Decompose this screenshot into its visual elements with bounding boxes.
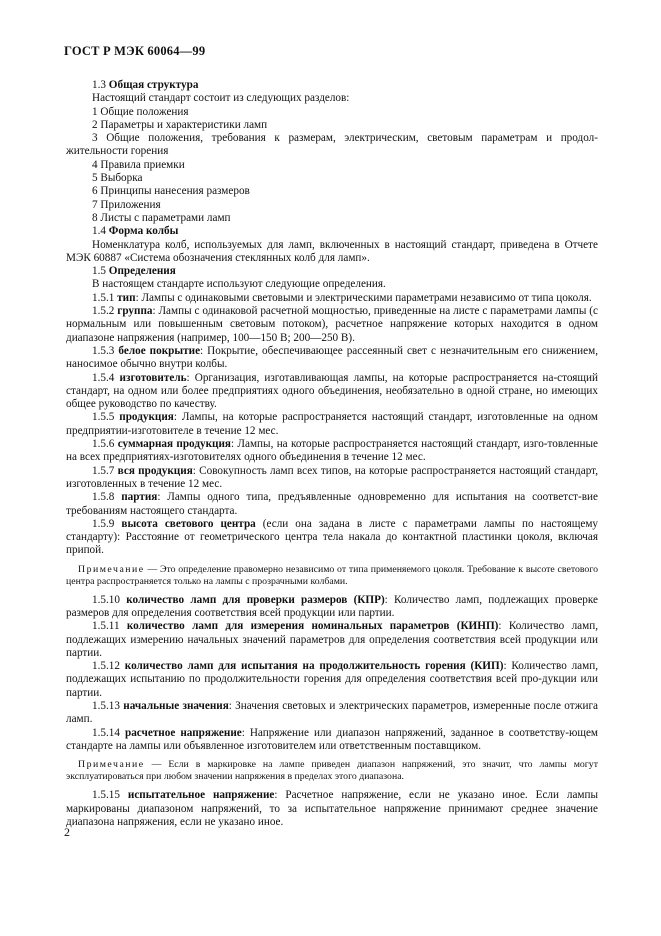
definition-term: количество ламп для испытания на продолжительность горения (КИП): [124, 660, 504, 673]
definition-number: 1.5.2: [92, 305, 115, 318]
definition-term: высота светового центра: [121, 517, 256, 530]
definition-term: изготовитель: [119, 371, 187, 384]
definition-1-5-10: [66, 594, 598, 621]
definition-text: : Расчетное напряжение, если не указано иное. Если лампы маркированы диапазоном напряжений, то за испытательное напряжение принимают среднее значение диапазона напряжения, если не указано иное.: [66, 789, 599, 828]
definition-number: 1.5.3: [92, 344, 115, 357]
definition-number: 1.5.5: [92, 411, 115, 424]
definition-text: : Лампы с одинаковой расчетной мощностью, приведенные на листе с параметрами лампы (с нормальным или повышенным световым потоком), расчетное напряжение которых находится в одном диапазоне напряжения (например, 100—150 В; 200—250 В).: [66, 305, 598, 344]
definition-text: : Напряжение или диапазон напряжений, заданное в соответству-ющем стандарте на лампы или объявленное изготовителем или ответственным поставщиком.: [66, 726, 599, 752]
list-item: 8 Листы с параметрами ламп: [92, 211, 231, 224]
definition-text: : Количество ламп, подлежащих измерению начальных значений параметров для определения соответствия всей продукции или партии.: [66, 620, 598, 659]
list-item: 3 Общие положения, требования к размерам, электрическим, световым параметрам и продол-жительности горения: [66, 132, 598, 158]
definition-1-5-14: [66, 727, 598, 754]
definition-1-5-15: [66, 789, 598, 829]
list-item: 1 Общие положения: [92, 105, 189, 118]
section-1-4-text: Номенклатура колб, используемых для ламп, включенных в настоящий стандарт, приведена в Отчете МЭК 60887 «Система обозначения стеклянных колб для ламп».: [66, 238, 598, 264]
note-2: [66, 759, 598, 783]
definition-number: 1.5.8: [92, 491, 115, 504]
definition-1-5-11: [66, 620, 598, 660]
definition-text: : Лампы одного типа, предъявленные одновременно для испытания на соответст-вие требованиям настоящего стандарта.: [66, 491, 599, 517]
section-number: 1.4: [92, 225, 106, 238]
definition-term: вся продукция: [117, 464, 193, 477]
definition-text: : Количество ламп, подлежащих проверке размеров для определения соответствия всей продукции или партии.: [66, 593, 598, 619]
definition-1-5-2: [66, 305, 598, 345]
definitions-list-2: [66, 593, 599, 754]
definition-text: : Лампы, на которые распространяется настоящий стандарт, изготовленные на одном предприятии-изготовителе в течение 12 мес.: [66, 411, 598, 437]
section-1-5-heading: [92, 265, 598, 278]
definition-term: расчетное напряжение: [124, 726, 242, 739]
document-header: ГОСТ Р МЭК 60064—99: [64, 44, 206, 58]
definition-term: тип: [117, 291, 136, 304]
definition-number: 1.5.9: [92, 517, 115, 530]
definition-text: : Организация, изготавливающая лампы, на которые распространяется на-стоящий стандарт, на одном или более предприятиях одного объединения, необязательно в одной стране, но имеющих общее руководство по качеству.: [66, 371, 598, 411]
note-text: — Это определение правомерно независимо от типа применяемого цоколя. Требование к высоте светового центра распространяется только на лампы с прозрачными колбами.: [66, 563, 598, 587]
definition-number: 1.5.7: [92, 464, 115, 477]
definition-number: 1.5.6: [92, 438, 115, 451]
definition-number: 1.5.14: [92, 726, 120, 739]
definition-1-5-1: [66, 292, 598, 305]
definition-1-5-13: [66, 700, 598, 727]
page-number: 2: [64, 825, 70, 839]
definition-1-5-3: [66, 345, 598, 372]
section-title: Форма колбы: [108, 225, 179, 238]
section-title: Определения: [108, 265, 176, 278]
definition-term: партия: [121, 491, 158, 504]
definition-number: 1.5.15: [92, 789, 120, 802]
definition-term: количество ламп для измерения номинальных параметров (КИНП): [126, 620, 499, 633]
definition-text: : Лампы, на которые распространяется настоящий стандарт, изго-товленные на всех предприятиях-изготовителях одного объединения в течение 12 мес.: [66, 438, 599, 464]
definition-1-5-6: [66, 438, 598, 465]
section-1-5-intro: В настоящем стандарте используют следующие определения.: [92, 278, 386, 291]
definition-1-5-5: [66, 411, 598, 438]
list-item: 4 Правила приемки: [92, 158, 185, 171]
section-number: 1.3: [92, 79, 106, 91]
definition-text: (если она задана в листе с параметрами лампы по настоящему стандарту): Расстояние от геометрического центра тела накала до контактной пластинки цоколя, включая припой.: [66, 517, 599, 557]
section-number: 1.5: [92, 265, 106, 278]
definition-text: : Количество ламп, подлежащих испытанию по продолжительности горения для определения соответствия всей про-дукции или партии.: [66, 660, 599, 699]
definition-term: группа: [117, 305, 153, 318]
definition-text: : Лампы с одинаковыми световыми и электрическими параметрами независимо от типа цоколя.: [135, 291, 592, 304]
list-item: 7 Приложения: [92, 198, 161, 211]
note-label: Примечание: [78, 563, 145, 575]
list-item: 5 Выборка: [92, 172, 143, 185]
definition-term: количество ламп для проверки размеров (КПР): [126, 593, 385, 606]
section-1-4-heading: [92, 225, 598, 238]
document-body: [66, 79, 599, 829]
definition-number: 1.5.10: [92, 593, 120, 606]
definition-number: 1.5.4: [92, 371, 115, 384]
note-1: [66, 564, 598, 588]
definition-number: 1.5.13: [92, 700, 120, 713]
section-1-3-heading: [92, 79, 598, 92]
definition-text: : Покрытие, обеспечивающее рассеянный свет с незначительным его снижением, наносимое обычно внутри колбы.: [66, 344, 598, 371]
definition-number: 1.5.12: [92, 660, 120, 673]
definition-number: 1.5.11: [92, 620, 120, 633]
definition-term: начальные значения: [123, 700, 229, 713]
definition-term: белое покрытие: [118, 344, 201, 357]
definition-number: 1.5.1: [92, 291, 115, 304]
definition-1-5-8: [66, 491, 598, 518]
note-label: Примечание: [78, 759, 145, 771]
section-1-3-intro: Настоящий стандарт состоит из следующих разделов:: [92, 92, 350, 105]
definition-text: : Совокупность ламп всех типов, на которые распространяется настоящий стандарт, изготовленных в течение 12 мес.: [66, 464, 598, 490]
note-text: — Если в маркировке на лампе приведен диапазон напряжений, это значит, что лампы могут эксплуатироваться при любом значении напряжения в пределах этого диапазона.: [66, 759, 598, 783]
definition-1-5-4: [66, 372, 598, 412]
definitions-list-3: [66, 789, 599, 829]
section-title: Общая структура: [108, 79, 199, 91]
list-item: 2 Параметры и характеристики ламп: [92, 118, 268, 131]
definitions-list: [66, 291, 599, 558]
list-item: 6 Принципы нанесения размеров: [92, 185, 250, 198]
definition-text: : Значения световых и электрических параметров, измеренные после отжига ламп.: [66, 700, 598, 726]
definition-1-5-9: [66, 518, 598, 558]
definition-1-5-12: [66, 660, 598, 700]
section-list: [66, 105, 598, 226]
definition-term: суммарная продукция: [117, 438, 231, 451]
definition-1-5-7: [66, 465, 598, 492]
definition-term: испытательное напряжение: [127, 789, 275, 802]
definition-term: продукция: [119, 411, 174, 424]
